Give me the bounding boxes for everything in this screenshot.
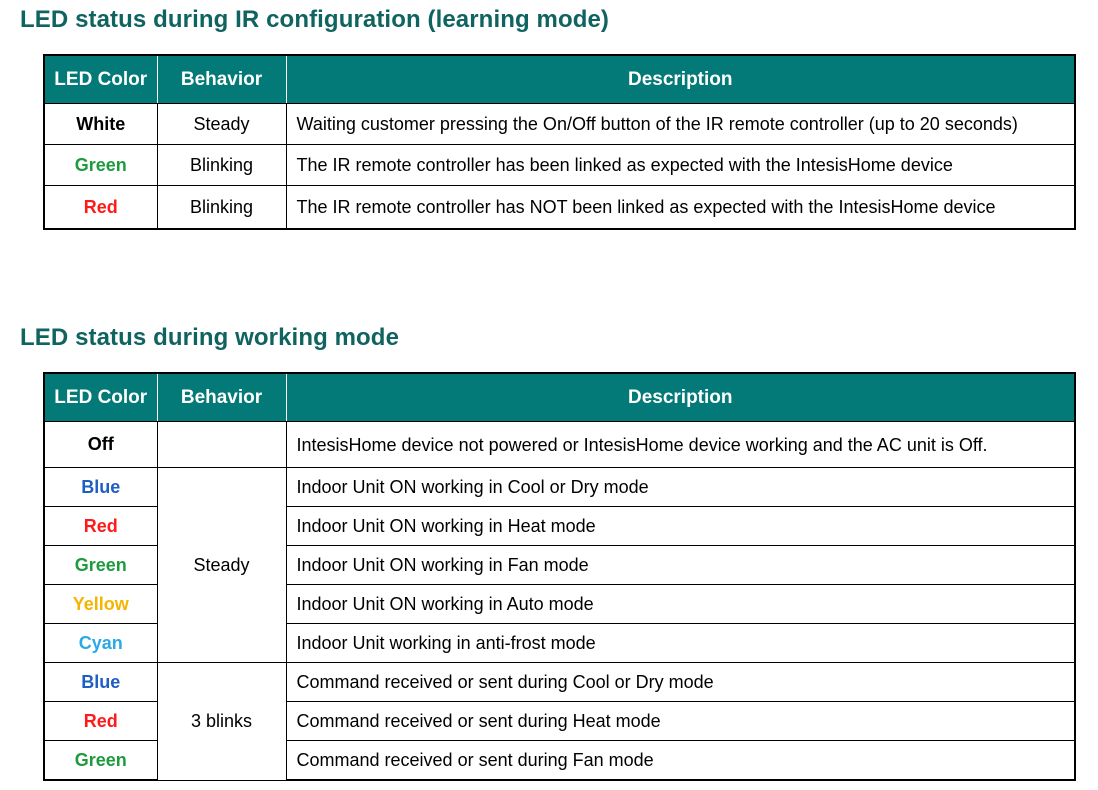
led-color-cell: White <box>44 104 157 145</box>
description-cell: Indoor Unit ON working in Fan mode <box>286 546 1075 585</box>
table-row <box>44 422 1075 468</box>
description-cell: Indoor Unit ON working in Cool or Dry mode <box>286 468 1075 507</box>
behavior-cell-empty <box>157 422 286 468</box>
learning-mode-table <box>43 54 1076 230</box>
learning-mode-title: LED status during IR configuration (learning mode) <box>20 6 610 33</box>
led-color-cell: Blue <box>44 468 157 507</box>
table-row <box>44 663 1075 702</box>
table-row <box>44 104 1075 145</box>
header-description: Description <box>286 373 1075 422</box>
led-color-cell: Red <box>44 702 157 741</box>
behavior-cell-steady: Steady <box>157 468 286 663</box>
table-row <box>44 468 1075 507</box>
behavior-cell: Blinking <box>157 145 286 186</box>
table-header-row <box>44 55 1075 104</box>
description-cell: Command received or sent during Cool or Dry mode <box>286 663 1075 702</box>
description-cell: Command received or sent during Fan mode <box>286 741 1075 781</box>
led-color-cell: Off <box>44 422 157 468</box>
header-led-color: LED Color <box>44 373 157 422</box>
led-color-cell: Green <box>44 145 157 186</box>
led-color-cell: Red <box>44 186 157 230</box>
description-cell: IntesisHome device not powered or IntesisHome device working and the AC unit is Off. <box>286 422 1075 468</box>
led-color-cell: Blue <box>44 663 157 702</box>
table-row <box>44 145 1075 186</box>
header-behavior: Behavior <box>157 373 286 422</box>
behavior-cell: Steady <box>157 104 286 145</box>
description-cell: The IR remote controller has NOT been linked as expected with the IntesisHome device <box>286 186 1075 230</box>
header-led-color: LED Color <box>44 55 157 104</box>
description-cell: Waiting customer pressing the On/Off button of the IR remote controller (up to 20 seconds) <box>286 104 1075 145</box>
led-color-cell: Green <box>44 741 157 781</box>
behavior-cell-blinks: 3 blinks <box>157 663 286 781</box>
description-cell: Indoor Unit working in anti-frost mode <box>286 624 1075 663</box>
description-cell: Indoor Unit ON working in Auto mode <box>286 585 1075 624</box>
table-row <box>44 186 1075 230</box>
led-color-cell: Red <box>44 507 157 546</box>
description-cell: Command received or sent during Heat mode <box>286 702 1075 741</box>
behavior-cell: Blinking <box>157 186 286 230</box>
working-mode-table <box>43 372 1076 781</box>
description-cell: The IR remote controller has been linked as expected with the IntesisHome device <box>286 145 1075 186</box>
working-mode-title: LED status during working mode <box>20 324 400 351</box>
table-header-row <box>44 373 1075 422</box>
led-color-cell: Cyan <box>44 624 157 663</box>
header-description: Description <box>286 55 1075 104</box>
header-behavior: Behavior <box>157 55 286 104</box>
description-cell: Indoor Unit ON working in Heat mode <box>286 507 1075 546</box>
led-color-cell: Yellow <box>44 585 157 624</box>
led-color-cell: Green <box>44 546 157 585</box>
